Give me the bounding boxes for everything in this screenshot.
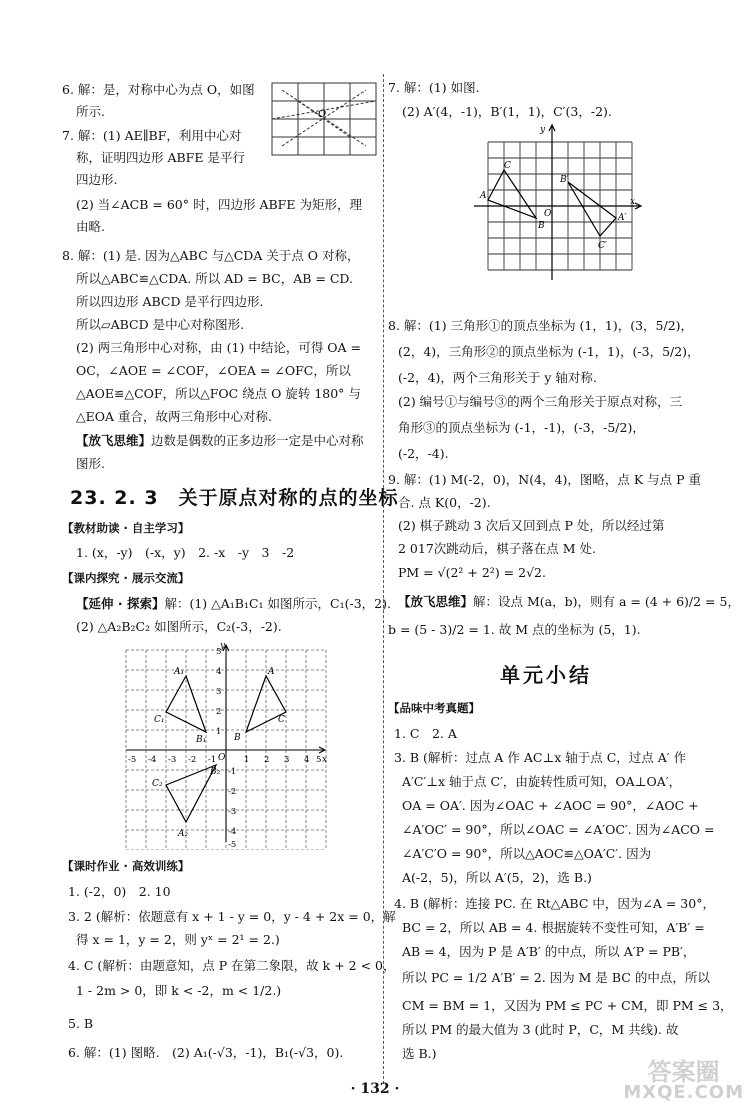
y-tick: 5 (216, 647, 222, 657)
q7-line-5: 由略. (76, 219, 105, 234)
x-tick: 4 (304, 755, 310, 765)
p4-line-7: 选 B.) (402, 1046, 437, 1061)
p3-line-1: 3. B (解析：过点 A 作 AC⊥x 轴于点 C，过点 A′ 作 (394, 750, 687, 765)
p4-line-1: 4. B (解析：连接 PC. 在 Rt△ABC 中，因为∠A = 30°， (394, 896, 715, 911)
x-tick: 1 (244, 755, 250, 765)
p3-line-5: ∠A′C′O = 90°，所以△AOC≌△OA′C′. 因为 (402, 846, 652, 861)
p4-line-3: AB = 4，因为 P 是 A′B′ 的中点，所以 A′P = PB′， (402, 944, 696, 959)
p3-line-2: A′C′⊥x 轴于点 C′，由旋转性质可知，OA⊥OA′， (402, 774, 682, 789)
label-c1: C₁ (154, 715, 165, 725)
jiaocai-answers: 1. (x，-y) (-x，y) 2. -x -y 3 -2 (76, 545, 295, 560)
yanshen-line-1: 【延伸 · 探索】解：(1) △A₁B₁C₁ 如图所示，C₁(-3，2). (76, 596, 391, 611)
yanshen-line-2: (2) △A₂B₂C₂ 如图所示，C₂(-3，-2). (76, 619, 282, 634)
r-q8-line-1: 8. 解：(1) 三角形①的顶点坐标为 (1，1)，(3，5/2)， (388, 318, 694, 333)
r-q8-line-5: 角形③的顶点坐标为 (-1，-1)，(-3，-5/2)， (398, 420, 645, 435)
y-tick: 2 (216, 707, 222, 717)
r-fangfei-line-2: b = (5 - 3)/2 = 1. 故 M 点的坐标为 (5，1). (388, 622, 641, 637)
q8-line-7: △AOE≌△COF，所以△FOC 绕点 O 旋转 180° 与 (76, 386, 361, 401)
pinwei-tag: 【品味中考真题】 (388, 701, 480, 715)
q8-line-5: (2) 两三角形中心对称，由 (1) 中结论，可得 OA = (76, 340, 362, 355)
section-title: 23. 2. 3 关于原点对称的点的坐标 (70, 487, 399, 509)
label-a: A (268, 667, 275, 677)
q8-line-6: OC，∠AOE = ∠COF，∠OEA = ∠OFC，所以 (76, 363, 351, 378)
label-o: O (544, 209, 552, 219)
y-tick: 1 (216, 727, 222, 737)
label-c: C (504, 161, 511, 171)
q7-line-3: 四边形. (76, 172, 118, 187)
page-number: · 132 · (350, 1081, 400, 1097)
label-x: x (630, 197, 636, 207)
watermark-logo: 答案圈 MXQE.COM (623, 1058, 744, 1103)
center-point-label: O (318, 109, 327, 120)
triangle-a1b1c1 (166, 676, 206, 732)
x-tick: -1 (208, 755, 217, 765)
x-tick: -4 (148, 755, 157, 765)
k5-answer: 5. B (68, 1016, 94, 1031)
q8-line-3: 所以四边形 ABCD 是平行四边形. (76, 294, 264, 309)
column-divider (383, 74, 385, 1084)
x-tick: 5 (316, 755, 322, 765)
label-c-prime: C′ (598, 241, 607, 251)
r-fangfei-line-1: 【放飞思维】解：设点 M(a，b)，则有 a = (4 + 6)/2 = 5， (398, 594, 740, 609)
r-q9-line-3: (2) 棋子跳动 3 次后又回到点 P 处，所以经过第 (398, 518, 665, 533)
q7-line-4: (2) 当∠ACB = 60° 时，四边形 ABFE 为矩形，理 (76, 197, 362, 212)
x-tick: -3 (168, 755, 177, 765)
r-q7-line-2: (2) A′(4，-1)，B′(1，1)，C′(3，-2). (402, 104, 612, 119)
p3-line-3: OA = OA′. 因为∠OAC + ∠AOC = 90°，∠AOC + (402, 798, 699, 813)
r-q9-line-4: 2 017次跳动后，棋子落在点 M 处. (398, 541, 597, 556)
p4-line-5: CM = BM = 1，又因为 PM ≤ PC + CM，即 PM ≤ 3， (402, 998, 733, 1013)
y-tick: -3 (228, 807, 237, 817)
label-b: B (538, 221, 545, 231)
x-tick: 2 (264, 755, 270, 765)
r-q8-line-4: (2) 编号①与编号③的两个三角形关于原点对称，三 (398, 394, 683, 409)
rotation-coordinate-figure (470, 120, 646, 282)
y-tick: 3 (216, 687, 222, 697)
fangfei-line-1: 【放飞思维】边数是偶数的正多边形一定是中心对称 (76, 433, 364, 448)
k3-line-1: 3. 2 (解析：依题意有 x + 1 - y = 0，y - 4 + 2x = 0，解 (68, 909, 396, 924)
q8-line-1: 8. 解：(1) 是. 因为△ABC 与△CDA 关于点 O 对称， (62, 248, 360, 263)
label-b1: B₁ (196, 735, 207, 745)
y-tick: -5 (228, 840, 237, 850)
q7-line-2: 称，证明四边形 ABFE 是平行 (76, 150, 245, 165)
q8-line-8: △EOA 重合，故两三角形中心对称. (76, 409, 272, 424)
y-tick: -4 (228, 827, 237, 837)
keshi-tag: 【课时作业 · 高效训练】 (62, 859, 190, 873)
axes (126, 645, 328, 842)
kenei-tag: 【课内探究 · 展示交流】 (62, 571, 190, 585)
yanshen-tag: 【延伸 · 探索】 (76, 596, 165, 611)
x-tick: 3 (284, 755, 290, 765)
label-y: y (540, 125, 546, 135)
r-q9-line-5: PM = √(2² + 2²) = 2√2. (398, 565, 546, 580)
q6-line-2: 所示. (76, 104, 105, 119)
r-q9-line-1: 9. 解：(1) M(-2，0)，N(4，4)，图略，点 K 与点 P 重 (388, 472, 702, 487)
k4-line-2: 1 - 2m > 0，即 k < -2，m < 1/2.) (76, 983, 282, 998)
triangle-a2b2c2 (166, 765, 216, 822)
label-y: y (220, 641, 226, 651)
r-q8-line-3: (-2，4)，两个三角形关于 y 轴对称. (398, 370, 597, 385)
p3-line-4: ∠A′OC′ = 90°，所以∠OAC = ∠A′OC′. 因为∠ACO = (402, 822, 715, 837)
tick-labels (128, 647, 321, 850)
point-labels (152, 641, 327, 839)
label-a-prime: A′ (618, 213, 627, 223)
fangfei-line-2: 图形. (76, 456, 105, 471)
label-c: C (278, 715, 285, 725)
p1-answer: 1. C 2. A (394, 726, 457, 741)
label-b-prime: B′ (560, 175, 569, 185)
label-o: O (218, 753, 226, 763)
p3-line-6: A(-2，5)，所以 A′(5，2)，选 B.) (402, 870, 592, 885)
label-a2: A₂ (178, 829, 189, 839)
q8-line-4: 所以▱ABCD 是中心对称图形. (76, 317, 245, 332)
y-tick: -1 (228, 767, 237, 777)
r-q8-line-2: (2，4)，三角形②的顶点坐标为 (-1，1)，(-3，5/2)， (398, 344, 700, 359)
k6-answer: 6. 解：(1) 图略. (2) A₁(-√3，-1)，B₁(-√3，0). (68, 1045, 344, 1060)
fangfei-tag: 【放飞思维】 (76, 433, 152, 448)
q7-line-1: 7. 解：(1) AE∥BF，利用中心对 (62, 128, 242, 143)
jiaocai-tag: 【教材助读 · 自主学习】 (62, 521, 190, 535)
y-tick: 4 (216, 667, 222, 677)
label-c2: C₂ (152, 779, 163, 789)
label-b: B (234, 733, 241, 743)
r-q9-line-2: 合. 点 K(0，-2). (398, 495, 491, 510)
x-tick: -5 (128, 755, 137, 765)
right-point-labels (479, 125, 635, 251)
symmetry-grid-figure (268, 80, 380, 158)
p4-line-4: 所以 PC = 1/2 A′B′ = 2. 因为 M 是 BC 的中点，所以 (402, 970, 710, 985)
p4-line-6: 所以 PM 的最大值为 3 (此时 P，C，M 共线). 故 (402, 1022, 679, 1037)
r-q7-line-1: 7. 解：(1) 如图. (388, 80, 480, 95)
label-b2: B₂ (210, 767, 221, 777)
unit-summary-title: 单元小结 (500, 663, 592, 687)
label-a: A (480, 191, 487, 201)
y-tick: -2 (228, 787, 237, 797)
k1-answer: 1. (-2，0) 2. 10 (68, 884, 171, 899)
k3-line-2: 得 x = 1，y = 2，则 yˣ = 2¹ = 2.) (76, 932, 280, 947)
x-tick: -2 (188, 755, 197, 765)
r-q8-line-6: (-2，-4). (398, 446, 449, 461)
r-fangfei-tag: 【放飞思维】 (398, 594, 474, 609)
triangle-abc-right (488, 170, 536, 218)
origin-symmetry-coordinate-figure (118, 640, 336, 850)
k4-line-1: 4. C (解析：由题意知，点 P 在第二象限，故 k + 2 < 0， (68, 958, 396, 973)
p4-line-2: BC = 2，所以 AB = 4. 根据旋转不变性可知，A′B′ = (402, 920, 705, 935)
q6-line-1: 6. 解：是，对称中心为点 O，如图 (62, 82, 255, 97)
label-a1: A₁ (174, 667, 185, 677)
q8-line-2: 所以△ABC≌△CDA. 所以 AD = BC，AB = CD. (76, 271, 353, 286)
label-x: x (322, 755, 328, 765)
